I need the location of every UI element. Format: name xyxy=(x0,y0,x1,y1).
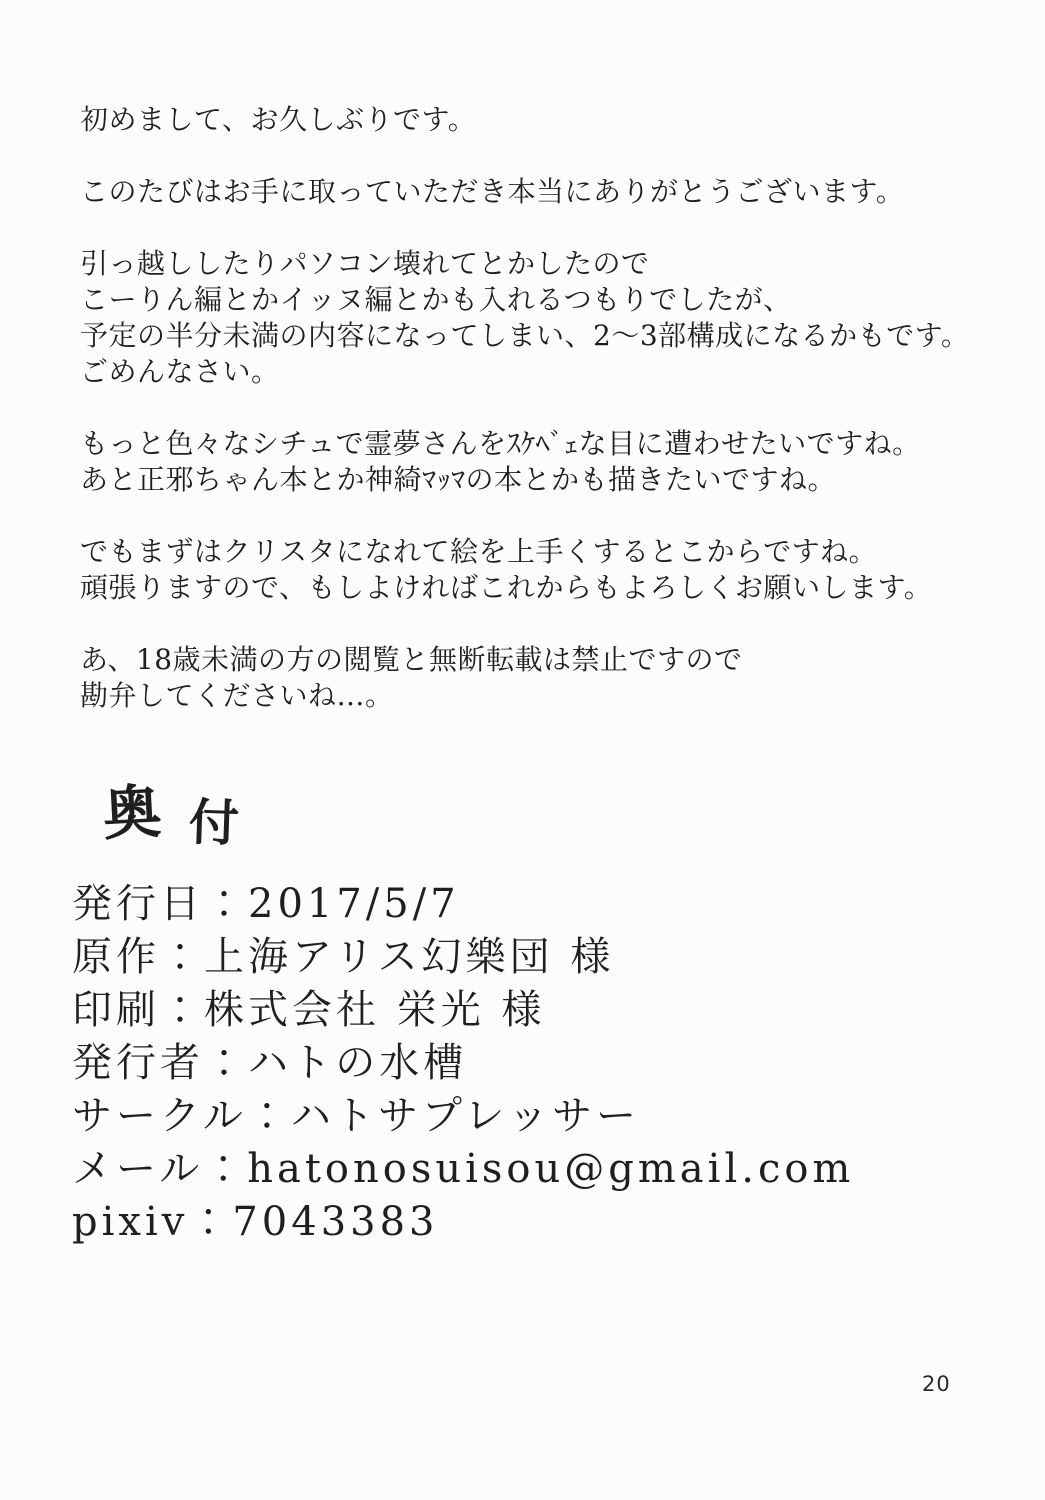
colophon-heading-char: 奥 xyxy=(101,777,165,849)
colophon-row-circle xyxy=(72,1090,854,1143)
afterword-line: もっと色々なシチュで霊夢さんをｽｹﾍﾞｪな目に遭わせたいですね。 xyxy=(80,427,921,460)
colophon-value: 2017/5/7 xyxy=(248,881,460,927)
colophon-label: サークル xyxy=(72,1093,247,1139)
afterword-line: このたびはお手に取っていただき本当にありがとうございます。 xyxy=(80,175,905,208)
afterword-line: 初めまして、お久しぶりです。 xyxy=(80,103,477,136)
colophon-label: 発行日 xyxy=(72,881,204,927)
colophon-row-publication-date xyxy=(72,878,854,931)
colophon-value: ハトの水槽 xyxy=(248,1040,468,1086)
colophon-list xyxy=(72,878,854,1249)
colophon-label: メール xyxy=(72,1146,204,1192)
afterword-line: あ、18歳未満の方の閲覧と無断転載は禁止ですので xyxy=(80,643,743,676)
colophon-separator: ： xyxy=(204,1040,248,1086)
colophon-row-email xyxy=(72,1143,854,1196)
colophon-label: pixiv xyxy=(72,1199,189,1245)
afterword-paragraph xyxy=(80,102,980,138)
colophon-row-printer xyxy=(72,984,854,1037)
colophon-separator: ： xyxy=(246,1093,291,1139)
afterword-paragraph xyxy=(80,426,980,498)
afterword-paragraph xyxy=(80,534,980,606)
colophon-heading xyxy=(101,777,243,853)
afterword-line: でもまずはクリスタになれて絵を上手くするとこからですね。 xyxy=(80,535,878,568)
afterword-paragraph xyxy=(80,642,980,714)
colophon-row-publisher xyxy=(72,1037,854,1090)
afterword-line: 頑張りますので、もしよければこれからもよろしくお願いします。 xyxy=(80,571,933,604)
colophon-value: 株式会社 栄光 様 xyxy=(204,987,546,1033)
colophon-label: 原作 xyxy=(72,934,160,980)
colophon-row-original-work xyxy=(72,931,854,984)
colophon-heading-char: 付 xyxy=(188,792,243,853)
colophon-separator: ： xyxy=(160,987,204,1033)
colophon-label: 印刷 xyxy=(72,987,160,1033)
colophon-separator: ： xyxy=(160,934,204,980)
afterword-line: 勘弁してくださいね…。 xyxy=(80,679,394,712)
afterword-line: あと正邪ちゃん本とか神綺ﾏｯﾏの本とかも描きたいですね。 xyxy=(80,463,837,496)
afterword-line: 予定の半分未満の内容になってしまい、2〜3部構成になるかもです。 xyxy=(80,319,970,352)
afterword-line: 引っ越ししたりパソコン壊れてとかしたので xyxy=(80,247,650,280)
colophon-label: 発行者 xyxy=(72,1040,204,1086)
colophon-value: ハトサプレッサー xyxy=(290,1093,641,1139)
afterword-paragraph xyxy=(80,246,980,390)
colophon-value: hatonosuisou@gmail.com xyxy=(247,1146,855,1192)
page-number: 20 xyxy=(922,1372,951,1396)
afterword-paragraph xyxy=(80,174,980,210)
colophon-separator: ： xyxy=(188,1199,233,1245)
colophon-row-pixiv xyxy=(72,1196,854,1249)
colophon-separator: ： xyxy=(203,1146,248,1192)
afterword-line: こーりん編とかイッヌ編とかも入れるつもりでしたが、 xyxy=(80,283,792,316)
afterword-line: ごめんなさい。 xyxy=(80,355,280,388)
colophon-value: 7043383 xyxy=(232,1199,439,1245)
colophon-separator: ： xyxy=(204,881,248,927)
afterword-text xyxy=(80,102,980,750)
colophon-value: 上海アリス幻樂団 様 xyxy=(204,934,615,980)
